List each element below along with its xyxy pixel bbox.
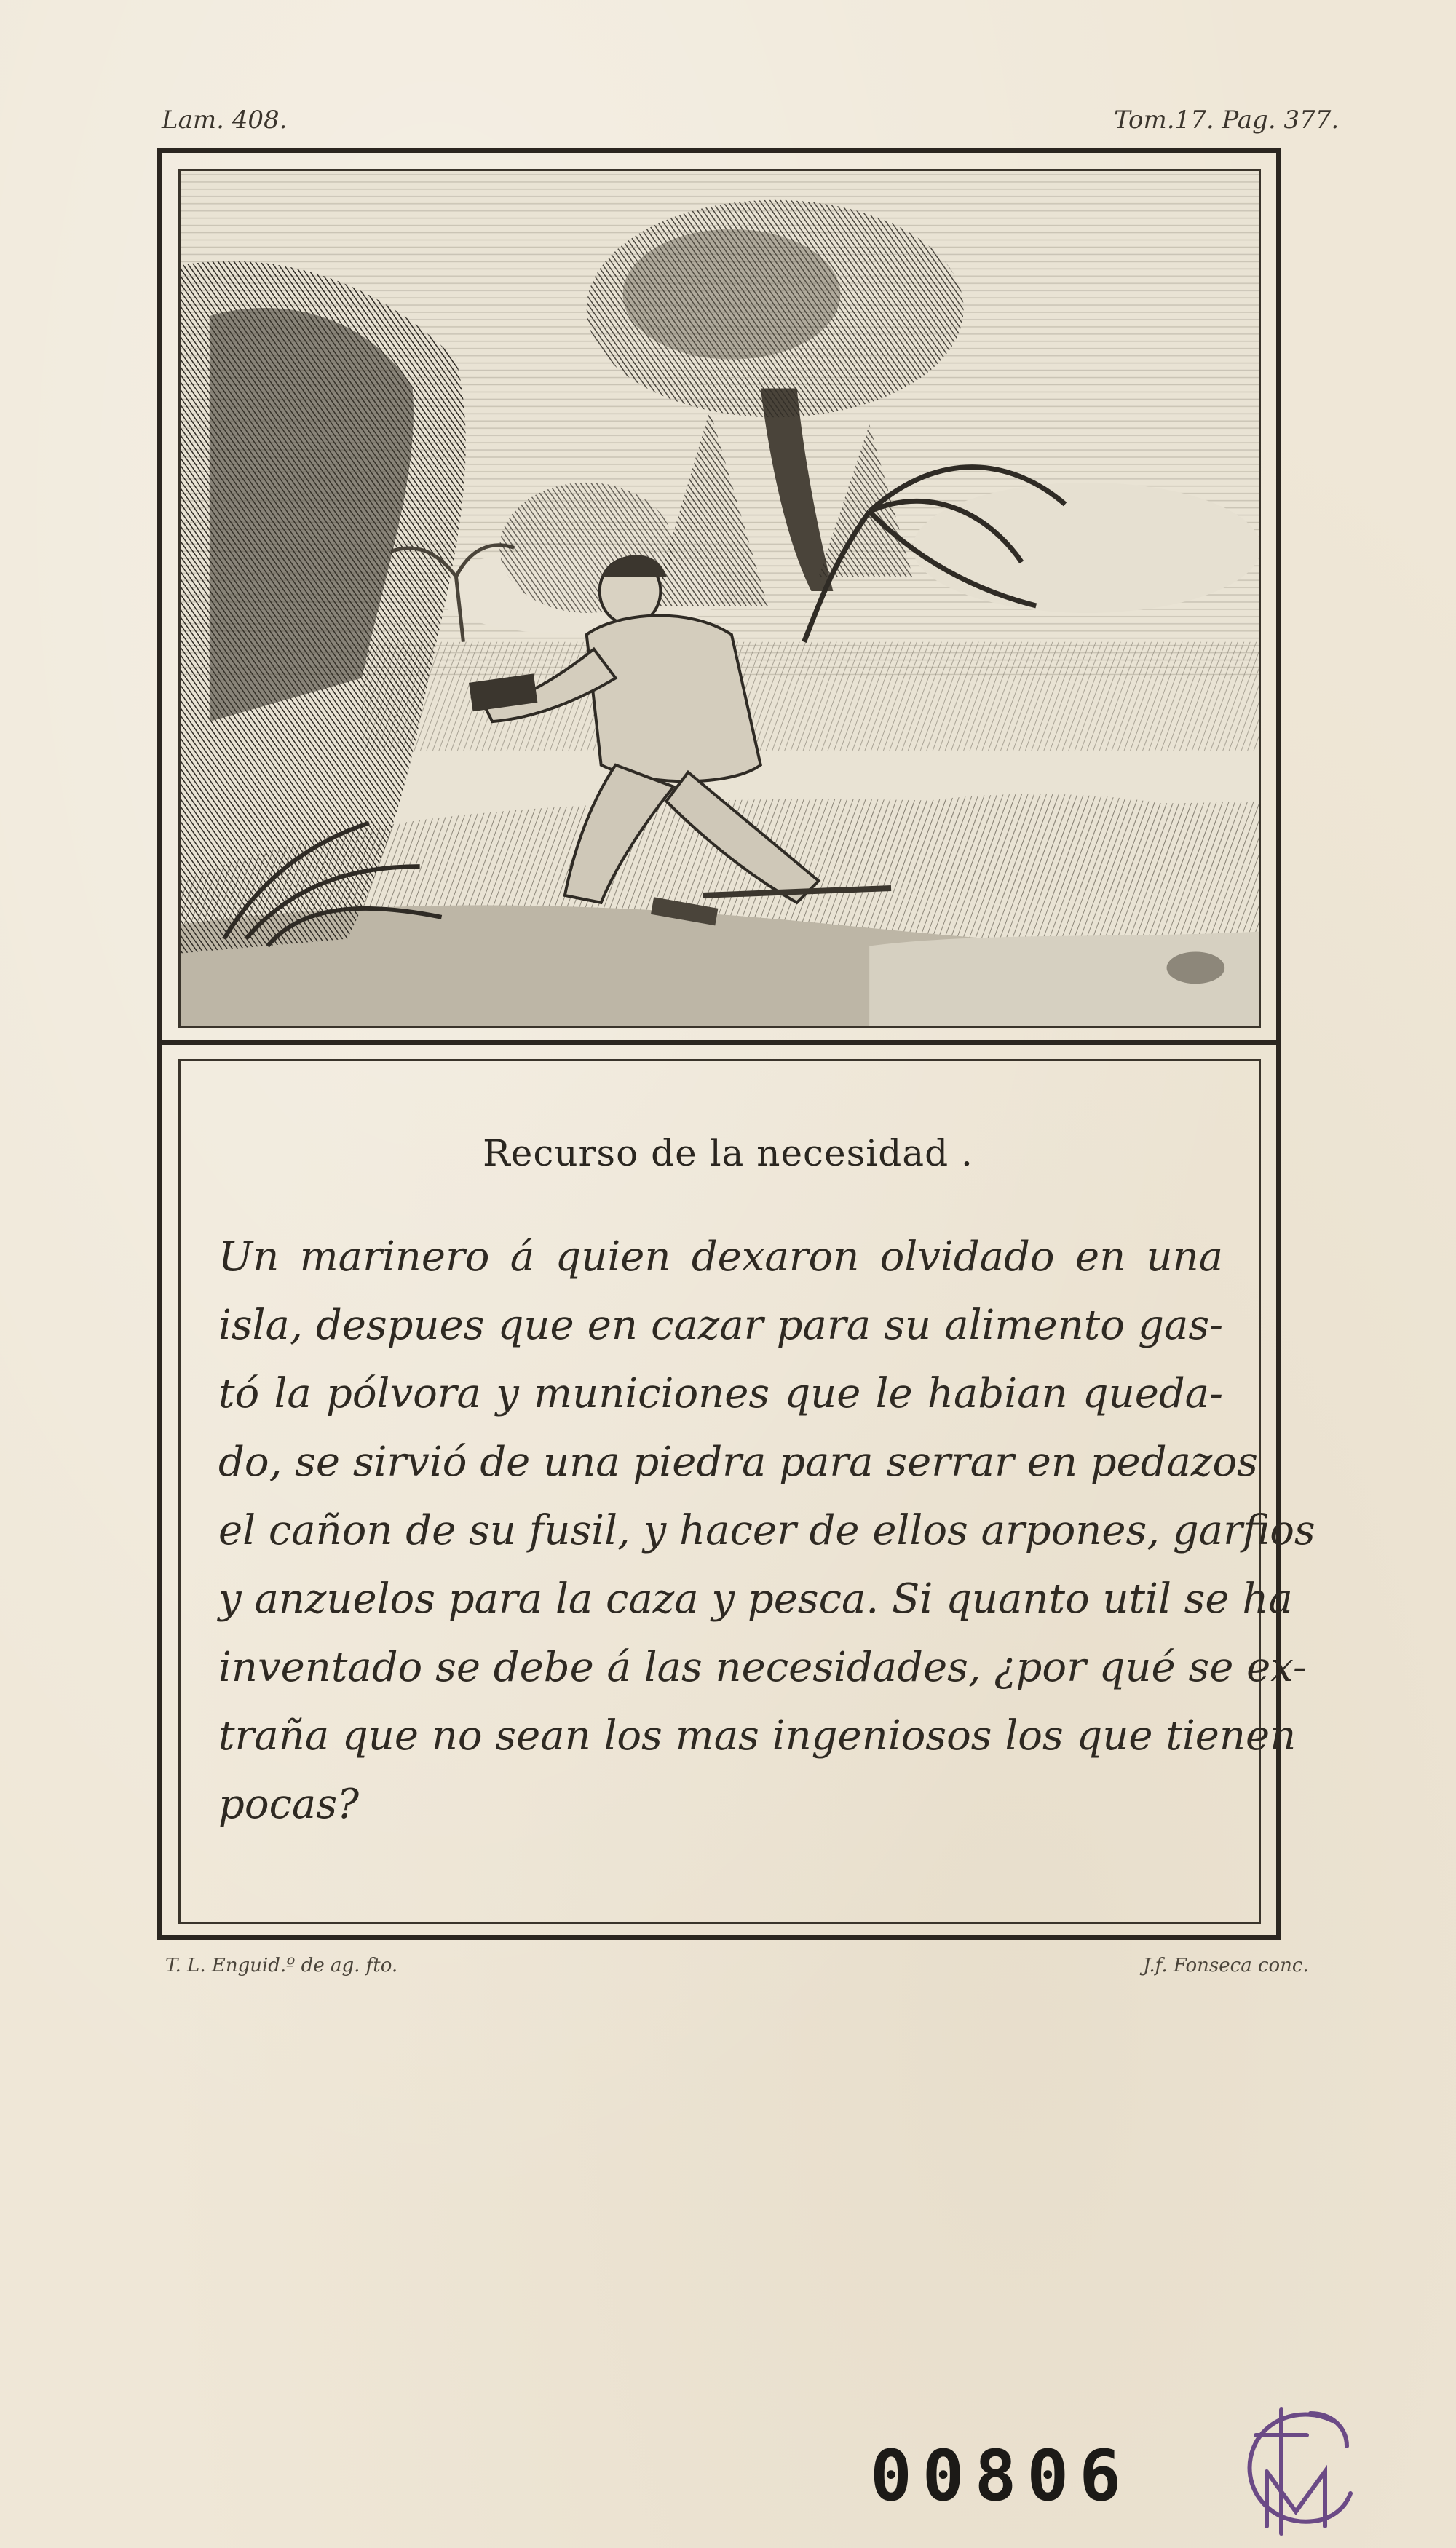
engraver-credit: J.f. Fonseca conc.: [1143, 1955, 1309, 1977]
caption-line: isla, despues que en cazar para su alimento gas-: [218, 1302, 1223, 1349]
caption-line: inventado se debe á las necesidades, ¿por qué se ex-: [218, 1644, 1307, 1691]
caption-line: traña que no sean los mas ingeniosos los que tienen: [218, 1712, 1297, 1760]
panel-divider: [162, 1040, 1276, 1045]
caption-line: pocas?: [218, 1781, 360, 1828]
caption-title: Recurso de la necesidad .: [483, 1132, 973, 1174]
plate-label: Lam. 408.: [162, 106, 288, 135]
caption-line: y anzuelos para la caza y pesca. Si quanto util se ha: [218, 1575, 1293, 1623]
caption-line: el cañon de su fusil, y hacer de ellos arpones, garfios: [218, 1507, 1315, 1554]
engraving-castaway-sawing-icon: [181, 171, 1259, 1026]
caption-line: Un marinero á quien dexaron olvidado en una: [218, 1233, 1223, 1281]
inventory-number: 00806: [870, 2435, 1131, 2517]
artist-credit: T. L. Enguid.º de ag. fto.: [165, 1955, 398, 1977]
monogram-stamp-icon: [1223, 2391, 1376, 2544]
caption-line: do, se sirvió de una piedra para serrar en pedazos: [218, 1439, 1258, 1486]
caption-line: tó la pólvora y municiones que le habian queda-: [218, 1370, 1223, 1417]
engraving-illustration: [178, 169, 1261, 1028]
volume-page-label: Tom.17. Pag. 377.: [1114, 106, 1340, 135]
caption-body: [218, 1223, 1315, 1839]
